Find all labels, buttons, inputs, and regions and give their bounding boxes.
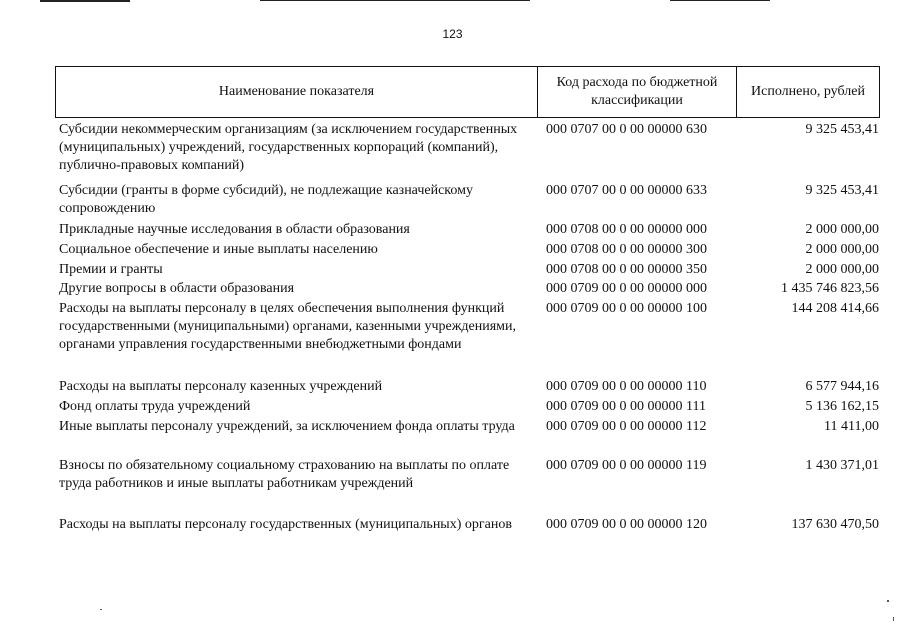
row-amount: 1 430 371,01 bbox=[805, 458, 879, 473]
row-name: Расходы на выплаты персоналу казенных учреждений bbox=[59, 379, 383, 394]
row-amount: 6 577 944,16 bbox=[805, 379, 879, 394]
row-amount: 2 000 000,00 bbox=[805, 222, 879, 237]
column-header-name: Наименование показателя bbox=[56, 67, 538, 117]
row-code: 000 0709 00 0 00 00000 120 bbox=[546, 517, 707, 532]
row-amount: 2 000 000,00 bbox=[805, 262, 879, 277]
row-name: Прикладные научные исследования в области образования bbox=[59, 222, 410, 237]
row-name: Расходы на выплаты персоналу в целях обеспечения выполнения функций государственными (муниципальными) органами, казенными учреждениями, органами управления государственными внебюджетными фондами bbox=[59, 301, 516, 352]
row-amount: 9 325 453,41 bbox=[805, 122, 879, 137]
scan-speck bbox=[100, 609, 102, 610]
row-code: 000 0707 00 0 00 00000 633 bbox=[546, 183, 707, 198]
row-name: Субсидии (гранты в форме субсидий), не подлежащие казначейскому сопровождению bbox=[59, 183, 473, 216]
scan-speck bbox=[893, 617, 894, 621]
row-amount: 9 325 453,41 bbox=[805, 183, 879, 198]
row-code: 000 0707 00 0 00 00000 630 bbox=[546, 122, 707, 137]
column-header-code: Код расхода по бюджетной классификации bbox=[538, 67, 737, 117]
row-code: 000 0709 00 0 00 00000 119 bbox=[546, 458, 707, 473]
row-amount: 144 208 414,66 bbox=[791, 301, 879, 316]
row-name: Расходы на выплаты персоналу государственных (муниципальных) органов bbox=[59, 517, 512, 532]
row-name: Фонд оплаты труда учреждений bbox=[59, 399, 251, 414]
row-name: Социальное обеспечение и иные выплаты населению bbox=[59, 242, 378, 257]
row-code: 000 0708 00 0 00 00000 000 bbox=[546, 222, 707, 237]
scan-speck bbox=[887, 600, 889, 602]
row-amount: 11 411,00 bbox=[824, 419, 879, 434]
row-name: Иные выплаты персоналу учреждений, за исключением фонда оплаты труда bbox=[59, 419, 515, 434]
row-name: Субсидии некоммерческим организациям (за исключением государственных (муниципальных) учреждений, государственных корпораций (компаний), публично-правовых компаний) bbox=[59, 122, 518, 173]
page-number: 123 bbox=[442, 27, 463, 41]
row-code: 000 0709 00 0 00 00000 000 bbox=[546, 281, 707, 296]
column-header-amount: Исполнено, рублей bbox=[751, 84, 865, 99]
row-code: 000 0709 00 0 00 00000 110 bbox=[546, 379, 707, 394]
row-code: 000 0709 00 0 00 00000 112 bbox=[546, 419, 707, 434]
row-amount: 137 630 470,50 bbox=[791, 517, 879, 532]
row-name: Премии и гранты bbox=[59, 262, 163, 277]
row-amount: 2 000 000,00 bbox=[805, 242, 879, 257]
row-amount: 1 435 746 823,56 bbox=[781, 281, 879, 296]
row-code: 000 0709 00 0 00 00000 111 bbox=[546, 399, 706, 414]
row-code: 000 0709 00 0 00 00000 100 bbox=[546, 301, 707, 316]
row-code: 000 0708 00 0 00 00000 300 bbox=[546, 242, 707, 257]
row-name: Другие вопросы в области образования bbox=[59, 281, 295, 296]
row-code: 000 0708 00 0 00 00000 350 bbox=[546, 262, 707, 277]
row-amount: 5 136 162,15 bbox=[805, 399, 879, 414]
row-name: Взносы по обязательному социальному страхованию на выплаты по оплате труда работников и иные выплаты работникам учреждений bbox=[59, 458, 510, 491]
